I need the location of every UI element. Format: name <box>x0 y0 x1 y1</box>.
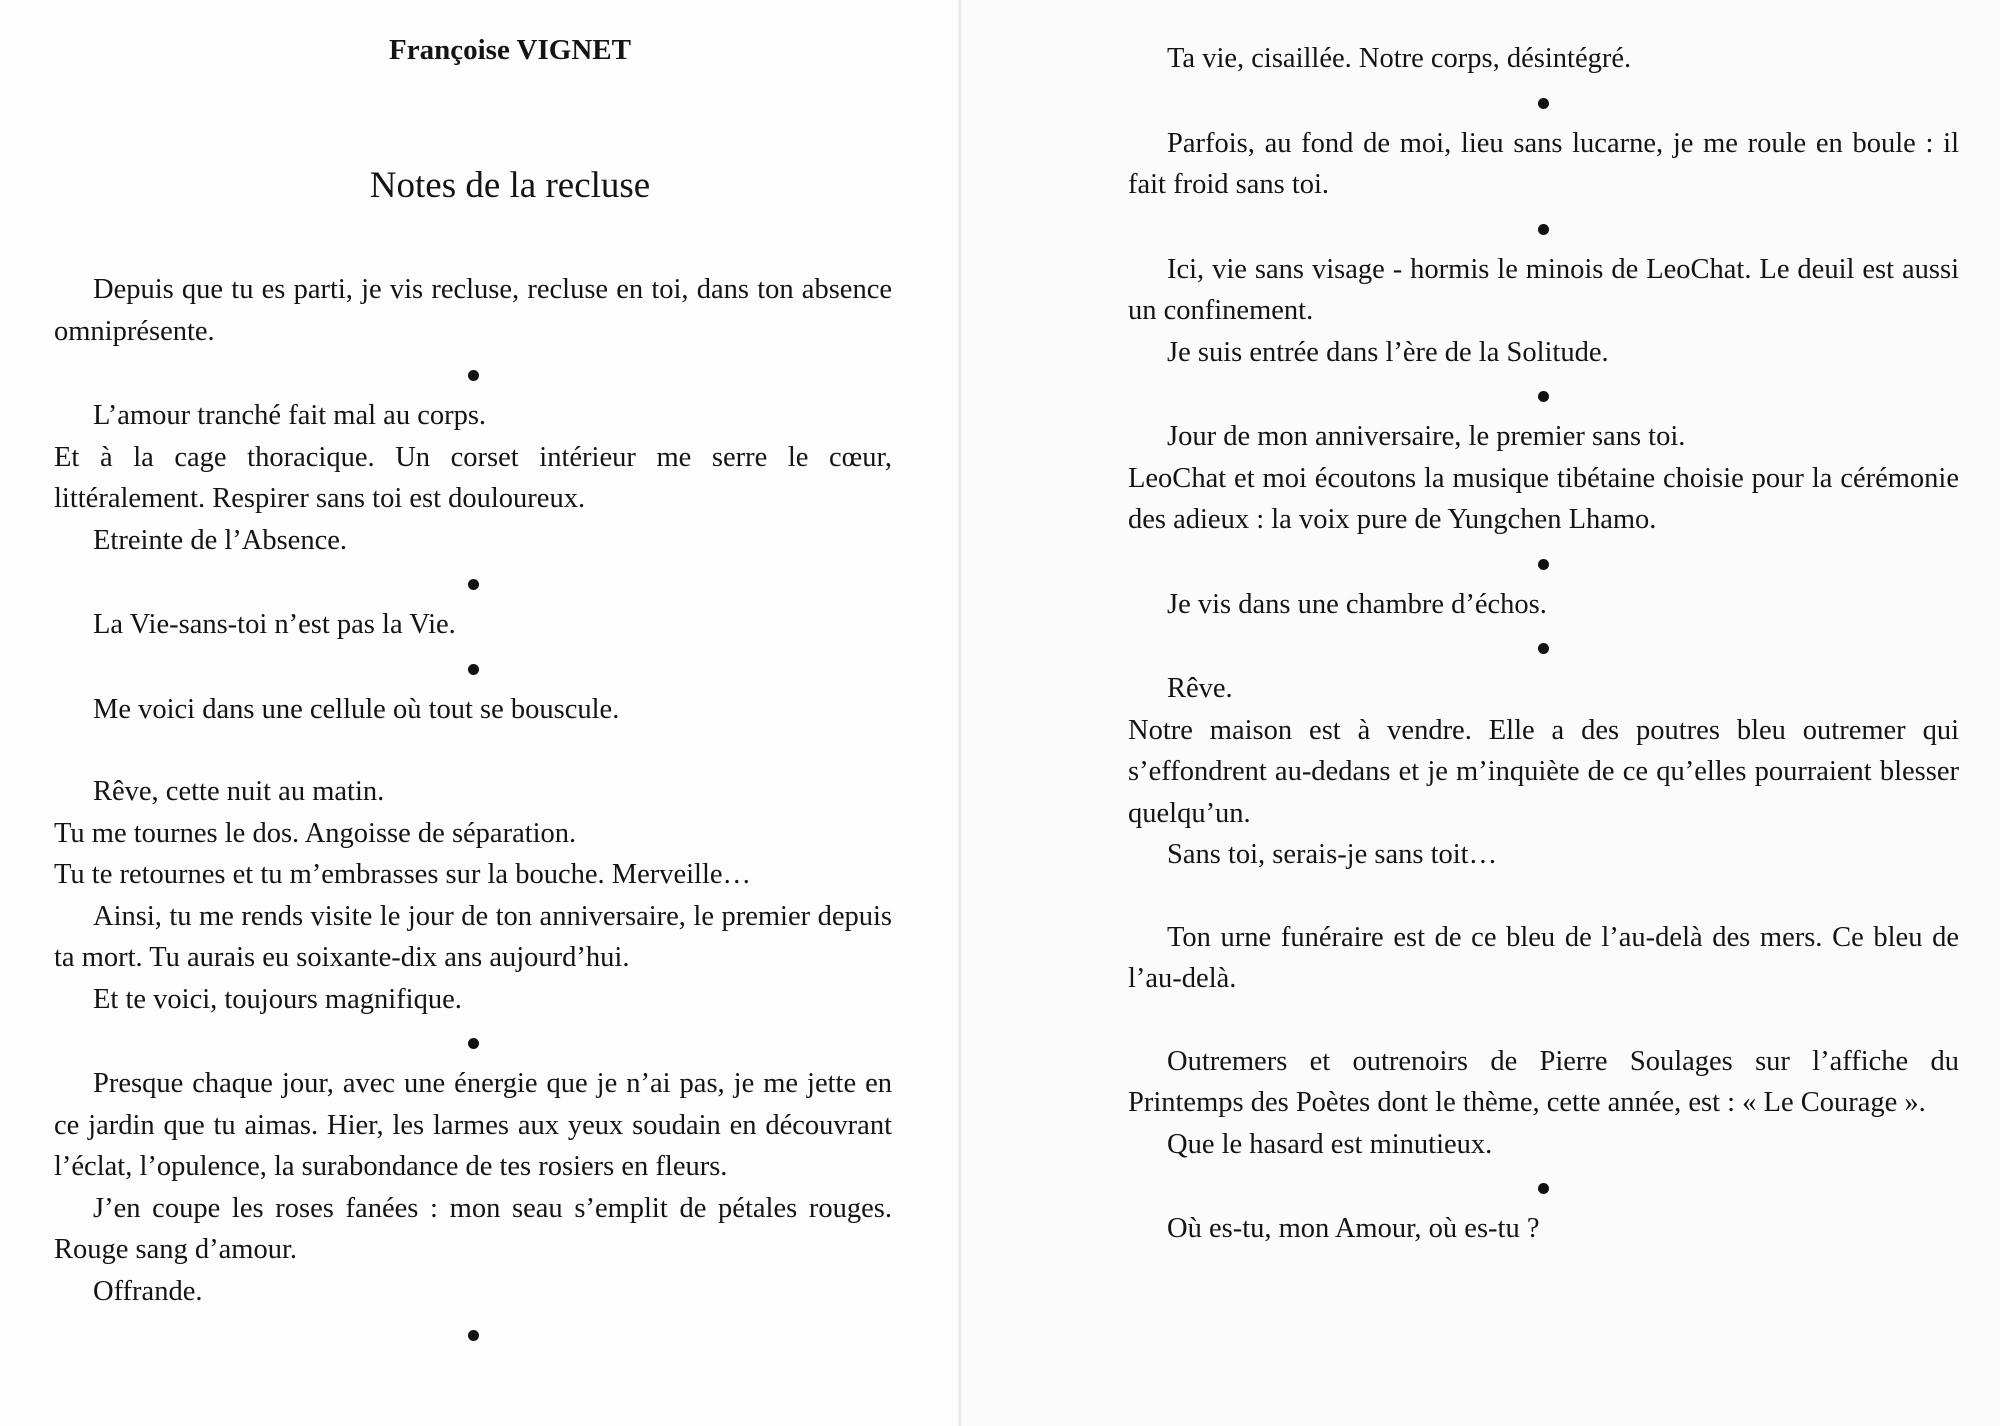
paragraph: Je suis entrée dans l’ère de la Solitude. <box>1167 336 1609 368</box>
paragraph: Outremers et outrenoirs de Pierre Soulages sur l’affiche du Printemps des Poètes dont le thème, cette année, est : « Le Courage ». <box>1128 1045 1959 1118</box>
section-separator <box>1128 80 1959 123</box>
bullet-dot-icon <box>468 1038 479 1049</box>
paragraph: Tu te retournes et tu m’embrasses sur la bouche. Merveille… <box>54 859 752 890</box>
paragraph: Presque chaque jour, avec une énergie que je n’ai pas, je me jette en ce jardin que tu aimas. Hier, les larmes aux yeux soudain en découvrant l’éclat, l’opulence, la surabondance de tes rosiers en fleurs. <box>54 1068 892 1182</box>
blank-line <box>1128 1000 1959 1041</box>
bullet-dot-icon <box>468 579 479 590</box>
paragraph: Notre maison est à vendre. Elle a des poutres bleu outremer qui s’effondrent au-dedans et je m’inquiète de ce qu’elles pourraient blesser quelqu’un. <box>1128 714 1959 829</box>
right-column <box>1128 38 1959 1250</box>
left-column <box>54 269 892 1355</box>
paragraph: Offrande. <box>93 1275 203 1307</box>
paragraph: Jour de mon anniversaire, le premier sans toi. <box>1167 421 1686 452</box>
bullet-dot-icon <box>468 664 479 675</box>
author-name: Françoise VIGNET <box>389 34 631 66</box>
paragraph: Depuis que tu es parti, je vis recluse, recluse en toi, dans ton absence omniprésente. <box>54 274 892 347</box>
section-separator <box>54 1312 892 1355</box>
bullet-dot-icon <box>1538 1183 1549 1194</box>
section-separator <box>54 1020 892 1063</box>
paragraph: Et à la cage thoracique. Un corset intérieur me serre le cœur, littéralement. Respirer sans toi est douloureux. <box>54 441 892 514</box>
paragraph: Je vis dans une chambre d’échos. <box>1167 588 1547 620</box>
paragraph: Où es-tu, mon Amour, où es-tu ? <box>1167 1213 1540 1244</box>
section-separator <box>54 352 892 395</box>
section-separator <box>1128 541 1959 584</box>
paragraph: Ta vie, cisaillée. Notre corps, désintégré. <box>1167 43 1632 74</box>
blank-line <box>54 730 892 771</box>
section-separator <box>54 561 892 604</box>
paragraph: Et te voici, toujours magnifique. <box>93 983 462 1015</box>
paragraph: Tu me tournes le dos. Angoisse de séparation. <box>54 817 577 849</box>
page-gutter <box>958 0 962 1426</box>
paragraph: Rêve, cette nuit au matin. <box>93 776 385 807</box>
paragraph: Ton urne funéraire est de ce bleu de l’au-delà des mers. Ce bleu de l’au-delà. <box>1128 921 1959 994</box>
paragraph: Parfois, au fond de moi, lieu sans lucarne, je me roule en boule : il fait froid sans toi. <box>1128 127 1959 200</box>
paragraph: Etreinte de l’Absence. <box>93 524 348 556</box>
section-separator <box>1128 625 1959 668</box>
paragraph: L’amour tranché fait mal au corps. <box>93 400 487 431</box>
paragraph: LeoChat et moi écoutons la musique tibétaine choisie pour la cérémonie des adieux : la voix pure de Yungchen Lhamo. <box>1128 462 1959 535</box>
paragraph: Que le hasard est minutieux. <box>1167 1128 1493 1160</box>
bullet-dot-icon <box>1538 559 1549 570</box>
section-separator <box>1128 206 1959 249</box>
paragraph: Sans toi, serais-je sans toit… <box>1167 839 1498 870</box>
bullet-dot-icon <box>468 1330 479 1341</box>
poem-title: Notes de la recluse <box>369 165 651 206</box>
bullet-dot-icon <box>1538 224 1549 235</box>
paragraph: Rêve. <box>1167 673 1233 704</box>
paragraph: Me voici dans une cellule où tout se bouscule. <box>93 693 620 725</box>
bullet-dot-icon <box>1538 643 1549 654</box>
paragraph: Ainsi, tu me rends visite le jour de ton anniversaire, le premier depuis ta mort. Tu aurais eu soixante-dix ans aujourd’hui. <box>54 900 892 973</box>
section-separator <box>1128 1165 1959 1208</box>
bullet-dot-icon <box>468 370 479 381</box>
bullet-dot-icon <box>1538 98 1549 109</box>
paragraph: Ici, vie sans visage - hormis le minois de LeoChat. Le deuil est aussi un confinement. <box>1128 253 1959 326</box>
section-separator <box>54 646 892 689</box>
paragraph: J’en coupe les roses fanées : mon seau s’emplit de pétales rouges. Rouge sang d’amour. <box>54 1192 892 1265</box>
paragraph: La Vie-sans-toi n’est pas la Vie. <box>93 609 456 640</box>
section-separator <box>1128 373 1959 416</box>
blank-line <box>1128 876 1959 917</box>
bullet-dot-icon <box>1538 391 1549 402</box>
